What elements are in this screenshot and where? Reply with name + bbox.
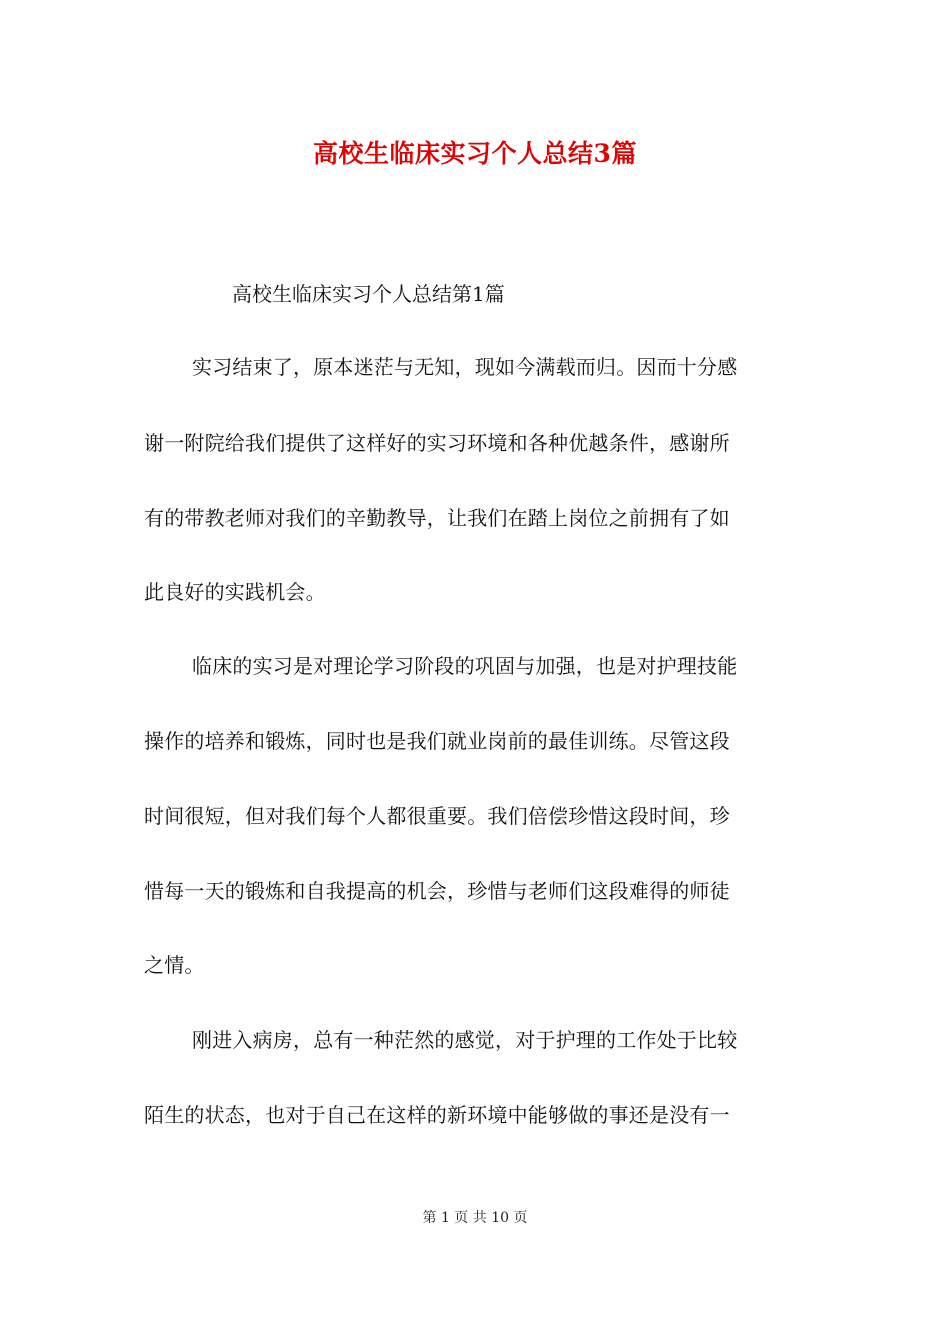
paragraph-3-line-1: 刚进入病房，总有一种茫然的感觉，对于护理的工作处于比较 [192,1028,738,1052]
paragraph-1-line-2: 谢一附院给我们提供了这样好的实习环境和各种优越条件，感谢所 [144,431,730,455]
paragraph-2-line-1: 临床的实习是对理论学习阶段的巩固与加强，也是对护理技能 [192,654,738,678]
page-number-footer: 第 1 页 共 10 页 [422,1210,528,1226]
section-heading: 高校生临床实习个人总结第1篇 [232,282,505,306]
paragraph-2-line-2: 操作的培养和锻炼，同时也是我们就业岗前的最佳训练。尽管这段 [144,729,730,753]
paragraph-1-line-4: 此良好的实践机会。 [144,580,326,604]
paragraph-1-line-3: 有的带教老师对我们的辛勤教导，让我们在踏上岗位之前拥有了如 [144,506,730,530]
paragraph-3-line-2: 陌生的状态，也对于自己在这样的新环境中能够做的事还是没有一 [144,1103,730,1127]
paragraph-2-line-3: 时间很短，但对我们每个人都很重要。我们倍偿珍惜这段时间，珍 [144,804,730,828]
paragraph-1-line-1: 实习结束了，原本迷茫与无知，现如今满载而归。因而十分感 [192,355,738,379]
paragraph-2-line-5: 之情。 [144,953,205,977]
paragraph-2-line-4: 惜每一天的锻炼和自我提高的机会，珍惜与老师们这段难得的师徒 [144,879,730,903]
document-title: 高校生临床实习个人总结3篇 [313,139,637,168]
